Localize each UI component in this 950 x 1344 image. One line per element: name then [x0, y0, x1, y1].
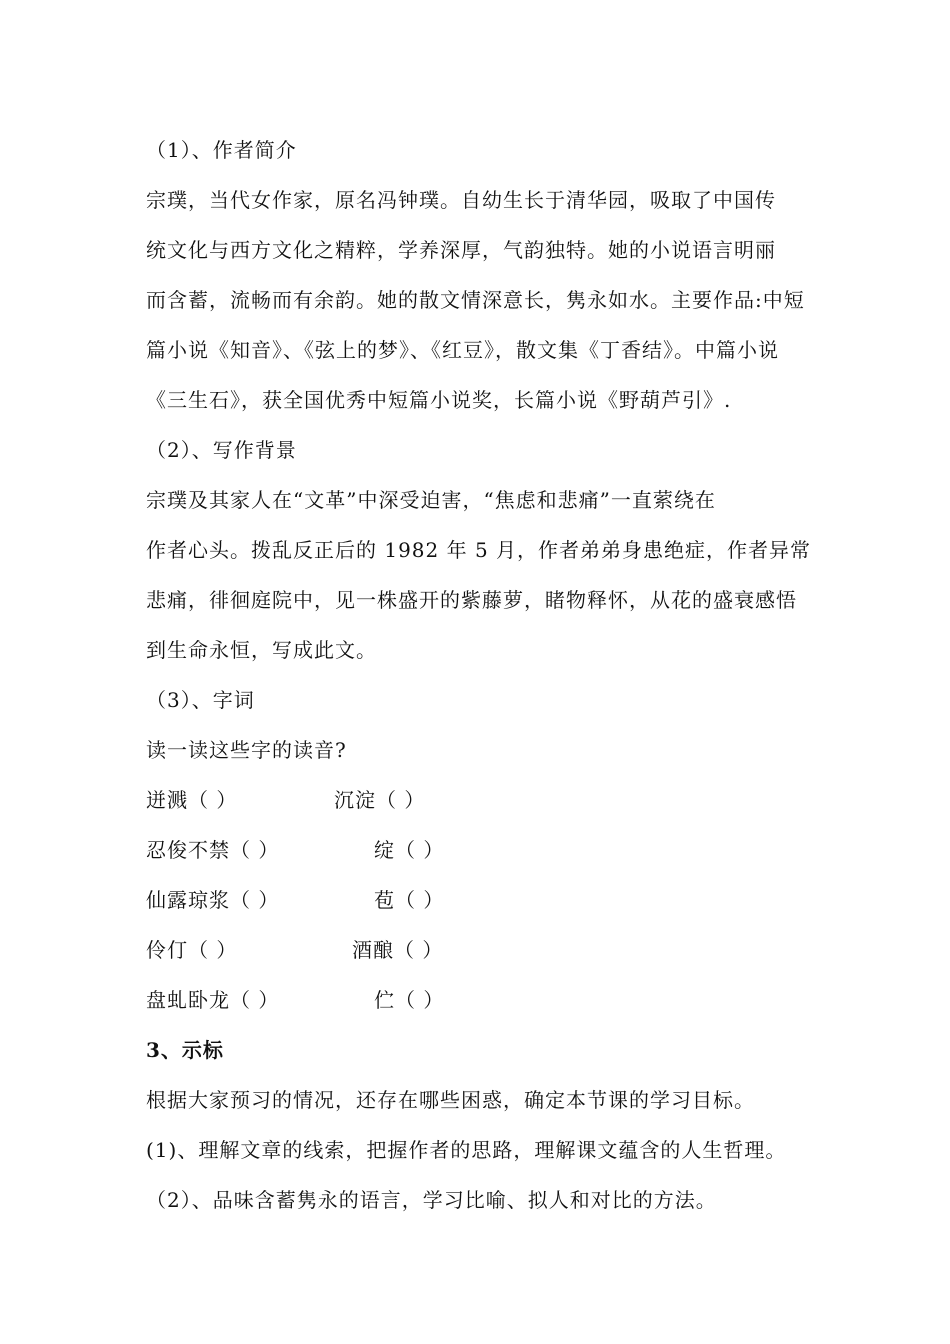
- author-line: 《三生石》，获全国优秀中短篇小说奖，长篇小说《野葫芦引》.: [146, 388, 732, 412]
- goal-intro: 根据大家预习的情况，还存在哪些困惑，确定本节课的学习目标。: [146, 1088, 755, 1112]
- background-heading: （2）、写作背景: [146, 438, 297, 462]
- goal-heading: 3、示标: [146, 1038, 224, 1062]
- words-heading: （3）、字词: [146, 688, 255, 712]
- background-line: 到生命永恒，写成此文。: [146, 638, 377, 662]
- word-right: 苞（ ）: [374, 888, 445, 912]
- author-line: 而含蓄，流畅而有余韵。她的散文情深意长，隽永如水。主要作品:中短: [146, 288, 805, 312]
- author-line: 篇小说《知音》、《弦上的梦》、《红豆》，散文集《丁香结》。中篇小说: [146, 338, 779, 362]
- author-heading: （1）、作者简介: [146, 138, 297, 162]
- word-left: 迸溅（ ）: [146, 788, 238, 812]
- word-left: 伶仃（ ）: [146, 938, 238, 962]
- word-right: 酒酿（ ）: [352, 938, 444, 962]
- word-left: 忍俊不禁（ ）: [146, 838, 280, 862]
- background-line: 作者心头。拨乱反正后的 1982 年 5 月，作者弟弟身患绝症，作者异常: [146, 538, 812, 562]
- word-right: 沉淀（ ）: [334, 788, 426, 812]
- word-left: 盘虬卧龙（ ）: [146, 988, 280, 1012]
- word-right: 绽（ ）: [374, 838, 445, 862]
- background-line: 悲痛，徘徊庭院中，见一株盛开的紫藤萝，睹物释怀，从花的盛衰感悟: [146, 588, 797, 612]
- author-line: 统文化与西方文化之精粹，学养深厚，气韵独特。她的小说语言明丽: [146, 238, 776, 262]
- author-line: 宗璞，当代女作家，原名冯钟璞。自幼生长于清华园，吸取了中国传: [146, 188, 776, 212]
- word-right: 伫（ ）: [374, 988, 445, 1012]
- words-prompt: 读一读这些字的读音?: [146, 738, 347, 762]
- goal-item: （2）、品味含蓄隽永的语言，学习比喻、拟人和对比的方法。: [146, 1188, 717, 1212]
- goal-item: (1)、理解文章的线索，把握作者的思路，理解课文蕴含的人生哲理。: [146, 1138, 787, 1162]
- word-left: 仙露琼浆（ ）: [146, 888, 280, 912]
- background-line: 宗璞及其家人在“文革”中深受迫害，“焦虑和悲痛”一直萦绕在: [146, 488, 716, 512]
